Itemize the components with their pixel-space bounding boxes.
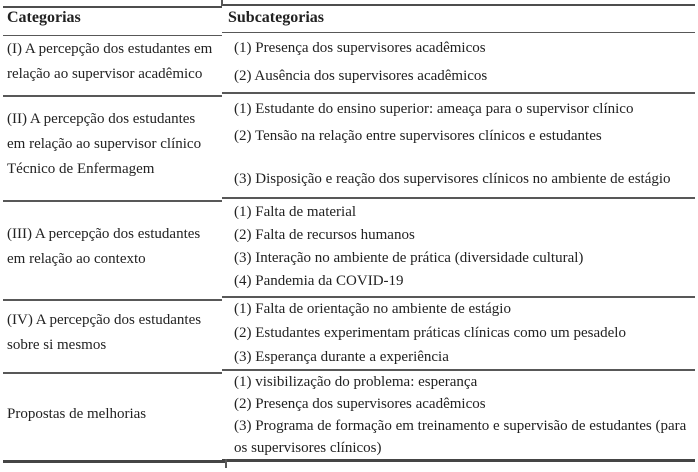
category-line: em relação ao supervisor clínico [7,136,202,152]
table-row [0,296,698,369]
category-line: Técnico de Enfermagem [7,161,155,177]
category-cell [0,197,222,296]
category-line: (IV) A percepção dos estudantes [7,311,202,328]
table-row [0,369,698,460]
subcategory-item: (2) Estudantes experimentam práticas clínicas como um pesadelo [234,324,626,341]
categories-table [0,4,698,460]
column-divider-tick [225,459,227,468]
column-header-subcategorias: Subcategorias [228,9,324,26]
subcategory-item: (1) Presença dos supervisores acadêmicos [234,40,486,56]
table-row [0,32,698,92]
subcategory-item: (2) Presença dos supervisores acadêmicos [234,395,486,412]
category-cell [0,369,222,460]
subcategory-item: (2) Ausência dos supervisores acadêmicos [234,68,488,84]
category-cell [0,32,222,92]
category-cell [0,296,222,369]
subcategory-item: (3) Esperança durante a experiência [234,348,449,365]
subcategory-item: (1) Falta de orientação no ambiente de estágio [234,300,511,317]
subcategory-item: (2) Falta de recursos humanos [234,226,415,243]
category-line: em relação ao contexto [7,250,146,267]
column-header-categorias: Categorias [7,9,81,26]
subcategory-cell [222,92,698,197]
table-header-row [0,4,698,32]
subcategory-item: (1) Falta de material [234,203,357,220]
subcategory-cell [222,32,698,92]
subcategory-item: (4) Pandemia da COVID-19 [234,272,404,289]
category-cell [0,92,222,197]
category-line: (I) A percepção dos estudantes em [7,41,213,57]
category-line: (III) A percepção dos estudantes [7,225,201,242]
category-line: sobre si mesmos [7,336,107,353]
subcategory-cell [222,369,698,460]
subcategory-item: (3) Disposição e reação dos supervisores clínicos no ambiente de estágio [234,171,671,187]
subcategory-item: (2) Tensão na relação entre supervisores clínicos e estudantes [234,128,602,144]
category-line: (II) A percepção dos estudantes [7,111,196,127]
subcategory-cell [222,296,698,369]
subcategory-item: (3) Programa de formação em treinamento e supervisão de estudantes (para os supervisores clínicos) [234,417,687,456]
category-line: relação ao supervisor acadêmico [7,66,203,82]
subcategory-item: (1) Estudante do ensino superior: ameaça para o supervisor clínico [234,101,634,117]
subcategory-item: (3) Interação no ambiente de prática (diversidade cultural) [234,249,584,266]
header-cell-categories [0,9,222,27]
table-row [0,92,698,197]
subcategory-cell [222,197,698,296]
category-line: Propostas de melhorias [7,406,147,422]
subcategory-item: (1) visibilização do problema: esperança [234,373,478,390]
header-cell-subcategories [222,9,698,27]
table-row [0,197,698,296]
